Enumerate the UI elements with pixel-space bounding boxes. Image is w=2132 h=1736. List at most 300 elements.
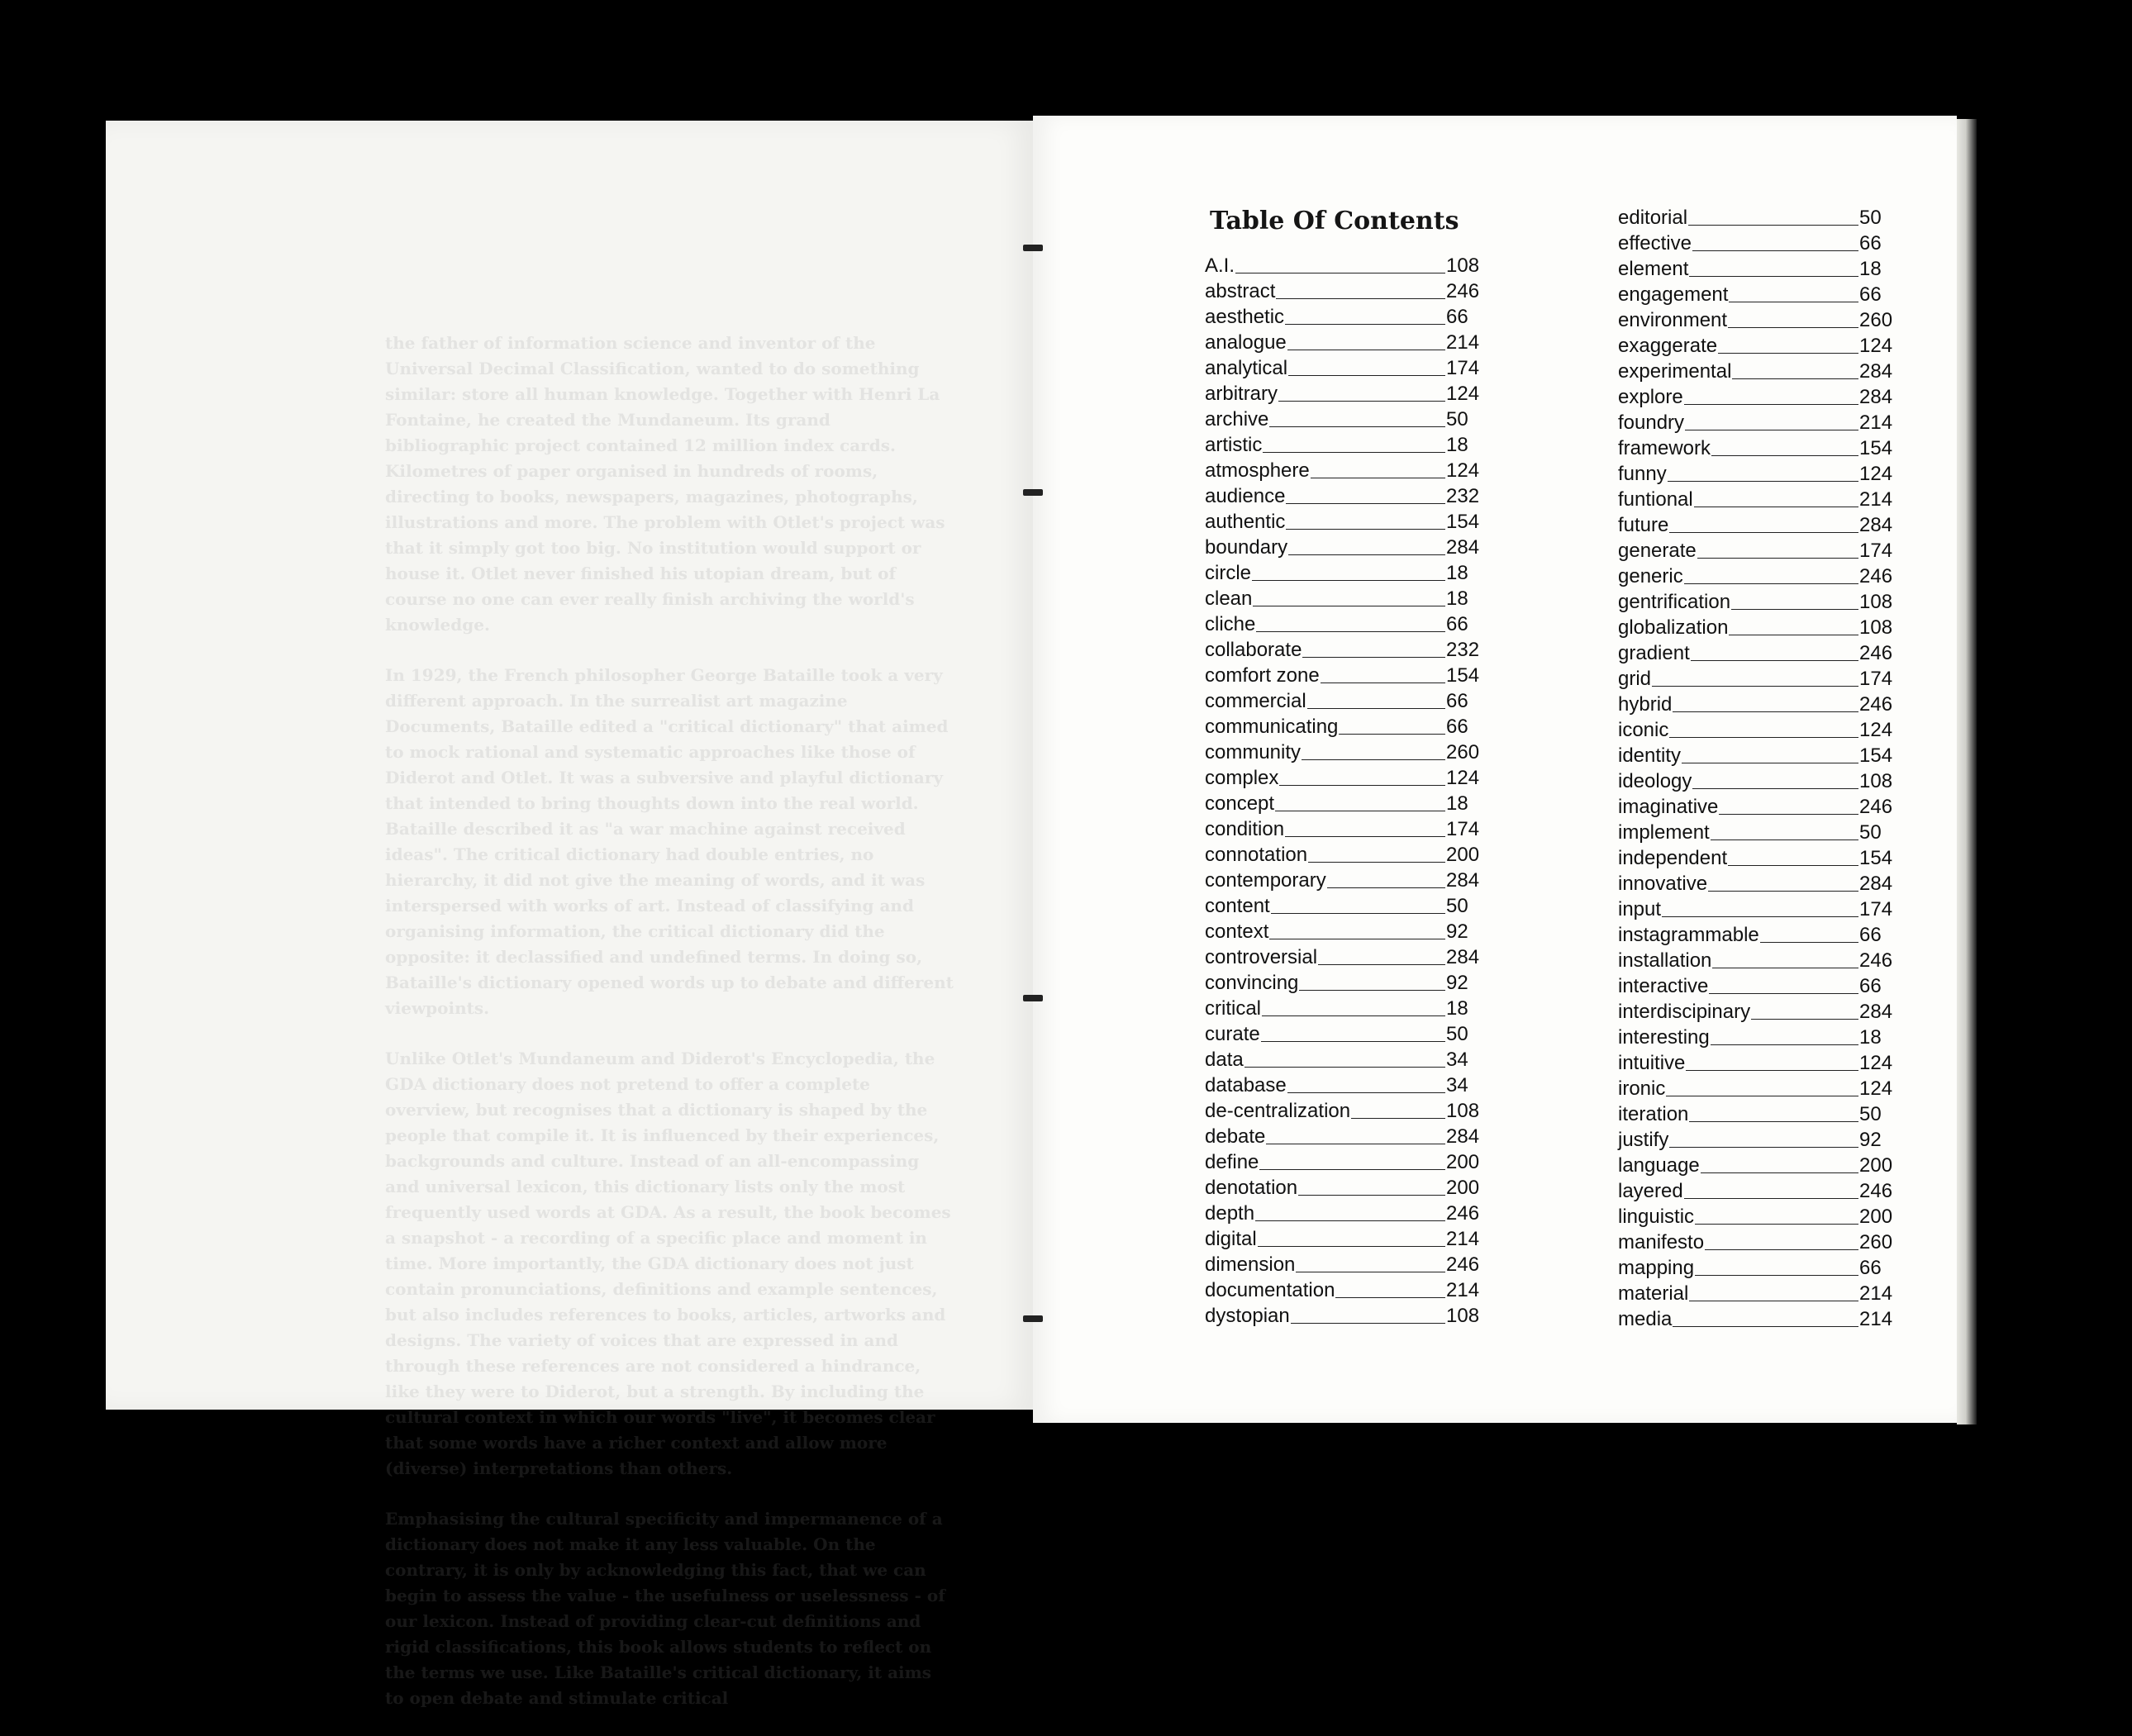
entry-page-number: 154 (1859, 744, 1893, 767)
entry-term: material (1618, 1282, 1689, 1305)
entry-term: effective (1618, 232, 1692, 254)
toc-left-entry (1205, 970, 1478, 996)
toc-left-entry (1205, 1303, 1478, 1329)
entry-page-number: 124 (1446, 383, 1480, 405)
toc-left-entry (1205, 919, 1478, 944)
entry-page-number: 66 (1446, 306, 1468, 328)
toc-left-entry (1205, 278, 1478, 304)
toc-right-entry (1618, 666, 1891, 692)
entry-term: implement (1618, 821, 1710, 844)
leader-line (1688, 225, 1858, 226)
entry-page-number: 66 (1859, 232, 1882, 254)
toc-left-entry (1205, 688, 1478, 714)
toc-left-entry (1205, 765, 1478, 791)
leader-line (1711, 1044, 1858, 1045)
entry-term: gradient (1618, 642, 1690, 664)
entry-page-number: 50 (1859, 821, 1882, 844)
toc-left-entry (1205, 304, 1478, 330)
entry-page-number: 66 (1859, 924, 1882, 946)
entry-page-number: 246 (1446, 1202, 1480, 1225)
body-paragraph-1: the father of information science and inventor of the Universal Decimal Classification, wanted to do something similar: store all human knowledge. Together with Henri La Fontaine, he created the Mundaneum. Its grand bibliographic project contained 12 million index cards. Kilometres of paper organised in hundreds of rooms, directing to books, newspapers, magazines, photographs, illustrations and more. The problem with Otlet's project was that it simply got too big. No institution would support or house it. Otlet never finished his utopian dream, but of course no one can ever really finish archiving the world's knowledge. (385, 333, 945, 635)
leader-line (1285, 324, 1445, 325)
toc-left-entry (1205, 1277, 1478, 1303)
entry-term: ideology (1618, 770, 1692, 792)
leader-line (1684, 404, 1858, 405)
leader-line (1255, 1220, 1445, 1221)
leader-line (1307, 708, 1445, 709)
entry-page-number: 284 (1446, 1125, 1480, 1148)
entry-page-number: 232 (1446, 485, 1480, 507)
leader-line (1697, 558, 1858, 559)
entry-page-number: 174 (1446, 818, 1480, 840)
entry-term: exaggerate (1618, 335, 1718, 357)
leader-line (1760, 942, 1858, 943)
leader-line (1299, 990, 1445, 991)
toc-left-entry (1205, 586, 1478, 611)
leader-line (1291, 1323, 1445, 1324)
entry-term: layered (1618, 1180, 1683, 1202)
entry-page-number: 246 (1859, 949, 1893, 972)
toc-right-entry (1618, 1178, 1891, 1204)
toc-right-entry (1618, 564, 1891, 589)
entry-page-number: 18 (1446, 562, 1468, 584)
toc-left-entry (1205, 355, 1478, 381)
entry-page-number: 284 (1859, 873, 1893, 895)
entry-page-number: 214 (1446, 1279, 1480, 1301)
faint-body-text (385, 331, 955, 1736)
body-paragraph-3: Unlike Otlet's Mundaneum and Diderot's Encyclopedia, the GDA dictionary does not pretend to offer a complete overview, but recognises that a dictionary is shaped by the people that compile it. It is influenced by their experiences, backgrounds and culture. Instead of an all-encompassing and universal lexicon, this dictionary lists only the most frequently used words at GDA. As a result, the book becomes a snapshot - a recording of a specific place and moment in time. More importantly, the GDA dictionary does not just contain pronunciations, definitions and example sentences, but also includes references to books, articles, artworks and designs. The variety of voices that are expressed in and through these references are not considered a hindrance, like they were to Diderot, but a strength. By including the cultural context in which our words "live", it becomes clear that some words have a richer context and allow more (diverse) interpretations than others. (385, 1049, 951, 1478)
leader-line (1751, 1019, 1858, 1020)
leader-line (1701, 1172, 1858, 1173)
entry-page-number: 246 (1859, 565, 1893, 587)
toc-column-left (1205, 253, 1478, 1329)
leader-line (1276, 298, 1445, 299)
toc-left-entry (1205, 1175, 1478, 1201)
entry-term: content (1205, 895, 1270, 917)
leader-line (1652, 686, 1858, 687)
toc-right-entry (1618, 1127, 1891, 1153)
entry-page-number: 214 (1446, 331, 1480, 354)
entry-page-number: 200 (1859, 1154, 1893, 1177)
entry-term: linguistic (1618, 1206, 1695, 1228)
entry-term: generic (1618, 565, 1683, 587)
leader-line (1351, 1118, 1445, 1119)
entry-term: cliche (1205, 613, 1256, 635)
entry-term: A.I. (1205, 254, 1235, 277)
leader-line (1279, 785, 1445, 786)
toc-right-entry (1618, 922, 1891, 948)
toc-left-entry (1205, 1149, 1478, 1175)
toc-right-entry (1618, 768, 1891, 794)
toc-right-entry (1618, 231, 1891, 256)
entry-page-number: 260 (1859, 309, 1893, 331)
entry-term: denotation (1205, 1177, 1298, 1199)
toc-right-entry (1618, 1281, 1891, 1306)
toc-right-entry (1618, 1204, 1891, 1229)
entry-term: digital (1205, 1228, 1257, 1250)
entry-page-number: 214 (1859, 488, 1893, 511)
entry-page-number: 200 (1446, 1177, 1480, 1199)
entry-term: critical (1205, 997, 1262, 1020)
leader-line (1705, 1249, 1858, 1250)
entry-page-number: 18 (1446, 434, 1468, 456)
entry-term: language (1618, 1154, 1700, 1177)
entry-page-number: 154 (1859, 847, 1893, 869)
toc-left-entry (1205, 1021, 1478, 1047)
leader-line (1261, 1041, 1445, 1042)
toc-left-entry (1205, 663, 1478, 688)
entry-term: media (1618, 1308, 1673, 1330)
toc-left-entry (1205, 893, 1478, 919)
leader-line (1673, 1326, 1858, 1327)
leader-line (1695, 1224, 1858, 1225)
entry-term: future (1618, 514, 1669, 536)
entry-page-number: 284 (1859, 386, 1893, 408)
toc-left-entry (1205, 535, 1478, 560)
toc-left-entry (1205, 637, 1478, 663)
entry-page-number: 214 (1446, 1228, 1480, 1250)
entry-page-number: 214 (1859, 1282, 1893, 1305)
entry-term: hybrid (1618, 693, 1673, 716)
leader-line (1669, 1147, 1858, 1148)
entry-page-number: 50 (1446, 895, 1468, 917)
leader-line (1327, 887, 1445, 888)
leader-line (1285, 836, 1445, 837)
entry-page-number: 284 (1859, 1001, 1893, 1023)
entry-page-number: 200 (1446, 844, 1480, 866)
entry-page-number: 124 (1859, 1077, 1893, 1100)
toc-right-entry (1618, 410, 1891, 435)
toc-left-entry (1205, 330, 1478, 355)
entry-term: interdiscipinary (1618, 1001, 1751, 1023)
entry-page-number: 260 (1859, 1231, 1893, 1253)
leader-line (1732, 378, 1858, 379)
toc-left-entry (1205, 816, 1478, 842)
entry-term: convincing (1205, 972, 1299, 994)
entry-term: analytical (1205, 357, 1288, 379)
toc-right-entry (1618, 461, 1891, 487)
leader-line (1709, 993, 1858, 994)
entry-page-number: 246 (1859, 1180, 1893, 1202)
entry-page-number: 284 (1859, 514, 1893, 536)
toc-right-entry (1618, 307, 1891, 333)
entry-term: connotation (1205, 844, 1308, 866)
entry-page-number: 124 (1446, 459, 1480, 482)
entry-term: identity (1618, 744, 1682, 767)
toc-left-entry (1205, 791, 1478, 816)
entry-term: ironic (1618, 1077, 1666, 1100)
leader-line (1692, 250, 1858, 251)
entry-term: condition (1205, 818, 1285, 840)
leader-line (1668, 481, 1858, 482)
entry-page-number: 284 (1859, 360, 1893, 383)
leader-line (1288, 554, 1445, 555)
toc-left-entry (1205, 253, 1478, 278)
entry-page-number: 108 (1859, 770, 1893, 792)
entry-term: iteration (1618, 1103, 1689, 1125)
entry-term: commercial (1205, 690, 1306, 712)
entry-term: environment (1618, 309, 1728, 331)
toc-right-entry (1618, 333, 1891, 359)
leader-line (1728, 327, 1858, 328)
leader-line (1288, 375, 1445, 376)
leader-line (1692, 788, 1858, 789)
toc-right-entry (1618, 435, 1891, 461)
toc-left-entry (1205, 458, 1478, 483)
toc-right-entry (1618, 1255, 1891, 1281)
toc-right-entry (1618, 205, 1891, 231)
toc-left-entry (1205, 868, 1478, 893)
leader-line (1686, 1070, 1858, 1071)
entry-page-number: 50 (1859, 1103, 1882, 1125)
entry-page-number: 246 (1446, 280, 1480, 302)
entry-term: editorial (1618, 207, 1688, 229)
entry-term: generate (1618, 540, 1697, 562)
entry-page-number: 66 (1859, 1257, 1882, 1279)
entry-term: installation (1618, 949, 1712, 972)
entry-page-number: 92 (1446, 920, 1468, 943)
toc-right-entry (1618, 487, 1891, 512)
entry-term: database (1205, 1074, 1287, 1096)
toc-left-entry (1205, 714, 1478, 740)
entry-term: de-centralization (1205, 1100, 1351, 1122)
entry-page-number: 50 (1859, 207, 1882, 229)
entry-term: intuitive (1618, 1052, 1686, 1074)
toc-right-entry (1618, 615, 1891, 640)
toc-left-entry (1205, 560, 1478, 586)
entry-term: abstract (1205, 280, 1276, 302)
entry-term: collaborate (1205, 639, 1302, 661)
toc-left-entry (1205, 509, 1478, 535)
entry-page-number: 284 (1446, 946, 1480, 968)
entry-page-number: 174 (1446, 357, 1480, 379)
toc-column-right (1618, 205, 1891, 1332)
entry-term: data (1205, 1049, 1244, 1071)
leader-line (1308, 862, 1445, 863)
toc-right-entry (1618, 692, 1891, 717)
toc-left-entry (1205, 1098, 1478, 1124)
toc-right-entry (1618, 820, 1891, 845)
entry-term: circle (1205, 562, 1252, 584)
entry-page-number: 66 (1446, 716, 1468, 738)
entry-page-number: 284 (1446, 869, 1480, 892)
entry-page-number: 174 (1859, 540, 1893, 562)
binding-stitch (1023, 995, 1043, 1001)
leader-line (1689, 276, 1858, 277)
entry-page-number: 34 (1446, 1074, 1468, 1096)
entry-page-number: 124 (1859, 335, 1893, 357)
entry-page-number: 50 (1446, 1023, 1468, 1045)
leader-line (1691, 660, 1858, 661)
toc-left-entry (1205, 1226, 1478, 1252)
entry-page-number: 214 (1859, 1308, 1893, 1330)
entry-term: engagement (1618, 283, 1729, 306)
toc-right-entry (1618, 256, 1891, 282)
leader-line (1287, 1092, 1445, 1093)
entry-term: manifesto (1618, 1231, 1705, 1253)
leader-line (1269, 426, 1445, 427)
entry-term: framework (1618, 437, 1711, 459)
toc-left-entry (1205, 740, 1478, 765)
entry-term: explore (1618, 386, 1683, 408)
entry-term: depth (1205, 1202, 1255, 1225)
entry-page-number: 200 (1446, 1151, 1480, 1173)
toc-right-entry (1618, 948, 1891, 973)
table-of-contents-title: Table Of Contents (1210, 207, 1459, 235)
leader-line (1335, 1297, 1445, 1298)
toc-left-entry (1205, 842, 1478, 868)
toc-right-entry (1618, 538, 1891, 564)
toc-right-entry (1618, 1025, 1891, 1050)
entry-page-number: 214 (1859, 411, 1893, 434)
entry-term: authentic (1205, 511, 1286, 533)
toc-right-entry (1618, 717, 1891, 743)
toc-left-entry (1205, 407, 1478, 432)
toc-right-entry (1618, 512, 1891, 538)
toc-right-entry (1618, 640, 1891, 666)
entry-page-number: 108 (1859, 591, 1893, 613)
entry-term: audience (1205, 485, 1286, 507)
page-stack-edge (1957, 119, 1977, 1424)
binding-stitch (1023, 489, 1043, 496)
leader-line (1302, 759, 1445, 760)
entry-term: justify (1618, 1129, 1669, 1151)
entry-page-number: 108 (1446, 1305, 1480, 1327)
leader-line (1298, 1195, 1445, 1196)
leader-line (1258, 1246, 1445, 1247)
entry-page-number: 200 (1859, 1206, 1893, 1228)
binding-stitch (1023, 1315, 1043, 1322)
entry-page-number: 18 (1446, 997, 1468, 1020)
toc-left-entry (1205, 996, 1478, 1021)
entry-page-number: 108 (1446, 254, 1480, 277)
toc-left-entry (1205, 432, 1478, 458)
entry-page-number: 124 (1859, 1052, 1893, 1074)
toc-right-entry (1618, 973, 1891, 999)
entry-page-number: 18 (1859, 258, 1882, 280)
leader-line (1286, 529, 1445, 530)
entry-term: analogue (1205, 331, 1287, 354)
entry-page-number: 108 (1859, 616, 1893, 639)
toc-right-entry (1618, 1050, 1891, 1076)
toc-left-entry (1205, 483, 1478, 509)
toc-left-entry (1205, 1047, 1478, 1073)
entry-term: arbitrary (1205, 383, 1278, 405)
entry-term: dimension (1205, 1253, 1296, 1276)
entry-term: globalization (1618, 616, 1729, 639)
entry-page-number: 50 (1446, 408, 1468, 430)
entry-term: complex (1205, 767, 1279, 789)
entry-term: input (1618, 898, 1662, 920)
toc-left-entry (1205, 1124, 1478, 1149)
leader-line (1728, 865, 1858, 866)
toc-right-entry (1618, 743, 1891, 768)
entry-page-number: 18 (1859, 1026, 1882, 1049)
entry-page-number: 246 (1859, 642, 1893, 664)
entry-term: funny (1618, 463, 1667, 485)
entry-page-number: 92 (1446, 972, 1468, 994)
entry-page-number: 260 (1446, 741, 1480, 763)
toc-left-entry (1205, 1201, 1478, 1226)
entry-page-number: 18 (1446, 792, 1468, 815)
entry-term: iconic (1618, 719, 1669, 741)
leader-line (1711, 455, 1858, 456)
leader-line (1711, 839, 1858, 840)
entry-page-number: 66 (1446, 613, 1468, 635)
entry-page-number: 174 (1859, 898, 1893, 920)
entry-page-number: 154 (1859, 437, 1893, 459)
leader-line (1684, 1198, 1858, 1199)
leader-line (1673, 711, 1858, 712)
toc-right-entry (1618, 359, 1891, 384)
entry-term: independent (1618, 847, 1728, 869)
entry-term: foundry (1618, 411, 1685, 434)
leader-line (1244, 1067, 1445, 1068)
body-paragraph-2: In 1929, the French philosopher George Bataille took a very different approach. In the surrealist art magazine Documents, Bataille edited a "critical dictionary" that aimed to mock rational and systematic approaches like those of Diderot and Otlet. It was a subversive and playful dictionary that intended to bring thoughts down into the real world. Bataille described it as "a war machine against received ideas". The critical dictionary had double entries, no hierarchy, it did not give the meaning of words, and it was interspersed with works of art. Instead of classifying and organising information, the critical dictionary did the opposite: it declassified and undefined terms. In doing so, Bataille's dictionary opened words up to debate and different viewpoints. (385, 665, 954, 1018)
entry-term: instagrammable (1618, 924, 1759, 946)
entry-page-number: 66 (1446, 690, 1468, 712)
leader-line (1318, 964, 1445, 965)
toc-left-entry (1205, 1073, 1478, 1098)
leader-line (1286, 503, 1445, 504)
entry-term: funtional (1618, 488, 1693, 511)
entry-term: innovative (1618, 873, 1708, 895)
entry-page-number: 154 (1446, 511, 1480, 533)
toc-right-entry (1618, 384, 1891, 410)
toc-right-entry (1618, 871, 1891, 897)
leader-line (1689, 1121, 1858, 1122)
leader-line (1278, 401, 1445, 402)
entry-term: controversial (1205, 946, 1318, 968)
entry-page-number: 124 (1859, 463, 1893, 485)
toc-right-entry (1618, 589, 1891, 615)
leader-line (1302, 657, 1445, 658)
toc-right-entry (1618, 1101, 1891, 1127)
entry-term: community (1205, 741, 1302, 763)
entry-term: dystopian (1205, 1305, 1290, 1327)
leader-line (1339, 734, 1445, 735)
leader-line (1708, 891, 1858, 892)
entry-page-number: 124 (1446, 767, 1480, 789)
binding-stitch (1023, 245, 1043, 251)
entry-term: documentation (1205, 1279, 1335, 1301)
body-paragraph-4: Emphasising the cultural specificity and impermanence of a dictionary does not make it any less valuable. On the contrary, it is only by acknowledging this fact, that we can begin to assess the value - the usefulness or uselessness - of our lexicon. Instead of providing clear-cut definitions and rigid classifications, this book allows students to reflect on the terms we use. Like Bataille's critical dictionary, it aims to open debate and stimulate critical (385, 1509, 945, 1708)
entry-term: gentrification (1618, 591, 1731, 613)
toc-left-entry (1205, 944, 1478, 970)
entry-page-number: 174 (1859, 668, 1893, 690)
leader-line (1695, 1275, 1858, 1276)
leader-line (1731, 609, 1858, 610)
entry-term: comfort zone (1205, 664, 1320, 687)
leader-line (1669, 737, 1858, 738)
toc-right-entry (1618, 845, 1891, 871)
entry-term: aesthetic (1205, 306, 1285, 328)
entry-term: define (1205, 1151, 1259, 1173)
leader-line (1718, 353, 1858, 354)
leader-line (1684, 583, 1858, 584)
toc-left-entry (1205, 1252, 1478, 1277)
entry-page-number: 108 (1446, 1100, 1480, 1122)
entry-term: interesting (1618, 1026, 1710, 1049)
entry-term: concept (1205, 792, 1275, 815)
entry-page-number: 92 (1859, 1129, 1882, 1151)
toc-right-entry (1618, 1076, 1891, 1101)
leader-line (1669, 532, 1858, 533)
entry-term: interactive (1618, 975, 1709, 997)
toc-right-entry (1618, 282, 1891, 307)
entry-term: communicating (1205, 716, 1339, 738)
toc-right-entry (1618, 1306, 1891, 1332)
